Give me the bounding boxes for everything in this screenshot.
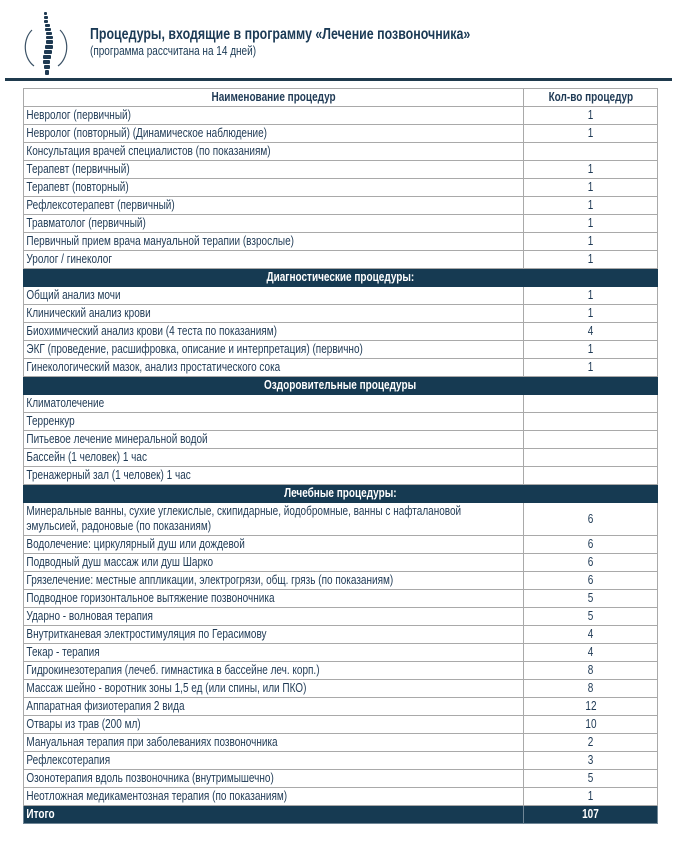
spine-logo-icon bbox=[22, 8, 70, 78]
table-row bbox=[24, 770, 658, 788]
procedure-name: Первичный прием врача мануальной терапии (взрослые) bbox=[26, 234, 295, 248]
procedure-name: Водолечение: циркулярный душ или дождевой bbox=[26, 537, 245, 551]
procedure-qty-cell bbox=[524, 572, 658, 590]
table-row bbox=[24, 107, 658, 125]
procedure-name: Ударно - волновая терапия bbox=[26, 609, 153, 623]
procedure-qty-cell bbox=[524, 626, 658, 644]
procedure-qty: 4 bbox=[587, 645, 594, 659]
procedure-name: Климатолечение bbox=[26, 396, 105, 410]
procedure-qty: 1 bbox=[587, 198, 594, 212]
table-row bbox=[24, 644, 658, 662]
page-title: Процедуры, входящие в программу «Лечение позвоночника» bbox=[90, 26, 471, 43]
procedure-name: Отвары из трав (200 мл) bbox=[26, 717, 141, 731]
procedure-qty: 12 bbox=[584, 699, 597, 713]
procedure-name: Клинический анализ крови bbox=[26, 306, 151, 320]
table-row bbox=[24, 125, 658, 143]
table-row bbox=[24, 287, 658, 305]
table-row bbox=[24, 752, 658, 770]
procedure-qty-cell bbox=[524, 359, 658, 377]
table-row bbox=[24, 305, 658, 323]
section-title: Оздоровительные процедуры bbox=[24, 377, 658, 395]
procedure-qty-cell bbox=[524, 734, 658, 752]
procedure-name-cell bbox=[24, 215, 524, 233]
table-row bbox=[24, 680, 658, 698]
procedure-name-cell bbox=[24, 788, 524, 806]
procedure-qty: 1 bbox=[587, 162, 594, 176]
procedure-name-cell bbox=[24, 395, 524, 413]
procedure-qty-cell bbox=[524, 662, 658, 680]
procedure-qty-cell bbox=[524, 752, 658, 770]
procedure-qty-cell bbox=[524, 197, 658, 215]
procedure-qty: 1 bbox=[587, 180, 594, 194]
procedure-name-cell bbox=[24, 680, 524, 698]
procedure-name: Текар - терапия bbox=[26, 645, 100, 659]
table-row bbox=[24, 626, 658, 644]
procedure-name: Подводный душ массаж или душ Шарко bbox=[26, 555, 214, 569]
procedure-name: Грязелечение: местные аппликации, электрогрязи, общ. грязь (по показаниям) bbox=[26, 573, 394, 587]
procedure-name: Терапевт (первичный) bbox=[26, 162, 130, 176]
procedure-name-cell bbox=[24, 467, 524, 485]
column-header-qty: Кол-во процедур bbox=[524, 89, 658, 107]
procedure-name: Тренажерный зал (1 человек) 1 час bbox=[26, 468, 191, 482]
procedure-name: Терапевт (повторный) bbox=[26, 180, 129, 194]
procedure-name-cell bbox=[24, 197, 524, 215]
table-row bbox=[24, 572, 658, 590]
procedure-qty-cell bbox=[524, 341, 658, 359]
procedure-qty-cell bbox=[524, 215, 658, 233]
table-row bbox=[24, 788, 658, 806]
table-row bbox=[24, 536, 658, 554]
procedure-name-cell bbox=[24, 770, 524, 788]
procedure-name-cell bbox=[24, 359, 524, 377]
procedure-qty-cell bbox=[524, 698, 658, 716]
procedure-name: Питьевое лечение минеральной водой bbox=[26, 432, 208, 446]
procedure-qty: 8 bbox=[587, 663, 594, 677]
page-header bbox=[90, 26, 565, 58]
procedure-qty: 5 bbox=[587, 591, 594, 605]
procedure-name: Озонотерапия вдоль позвоночника (внутримышечно) bbox=[26, 771, 274, 785]
procedure-name: Консультация врачей специалистов (по показаниям) bbox=[26, 144, 271, 158]
table-row bbox=[24, 467, 658, 485]
table-row bbox=[24, 179, 658, 197]
table-row bbox=[24, 197, 658, 215]
procedure-qty: 1 bbox=[587, 306, 594, 320]
procedure-qty: 8 bbox=[587, 681, 594, 695]
procedure-name-cell bbox=[24, 305, 524, 323]
procedure-name-cell bbox=[24, 572, 524, 590]
procedure-qty-cell bbox=[524, 233, 658, 251]
procedure-name-cell bbox=[24, 590, 524, 608]
procedure-qty-cell bbox=[524, 125, 658, 143]
procedure-name: Неотложная медикаментозная терапия (по показаниям) bbox=[26, 789, 288, 803]
procedure-name-cell bbox=[24, 431, 524, 449]
procedure-name-cell bbox=[24, 287, 524, 305]
table-row bbox=[24, 143, 658, 161]
procedure-qty-cell bbox=[524, 554, 658, 572]
procedure-qty-cell bbox=[524, 413, 658, 431]
procedure-name: Аппаратная физиотерапия 2 вида bbox=[26, 699, 185, 713]
procedure-qty-cell bbox=[524, 251, 658, 269]
procedure-qty-cell bbox=[524, 179, 658, 197]
procedure-name: Гинекологический мазок, анализ простатического сока bbox=[26, 360, 281, 374]
table-row bbox=[24, 395, 658, 413]
procedure-name: ЭКГ (проведение, расшифровка, описание и интерпретация) (первично) bbox=[26, 342, 363, 356]
procedure-name-cell bbox=[24, 716, 524, 734]
procedure-name: Бассейн (1 человек) 1 час bbox=[26, 450, 147, 464]
table-row bbox=[24, 608, 658, 626]
procedure-qty: 6 bbox=[587, 573, 594, 587]
procedure-qty: 1 bbox=[587, 342, 594, 356]
procedure-qty: 1 bbox=[587, 360, 594, 374]
procedure-name-cell bbox=[24, 536, 524, 554]
procedure-name-cell bbox=[24, 608, 524, 626]
procedure-name: Уролог / гинеколог bbox=[26, 252, 113, 266]
table-row bbox=[24, 431, 658, 449]
procedure-name-cell bbox=[24, 179, 524, 197]
total-qty: 107 bbox=[524, 806, 658, 824]
section-header-row bbox=[24, 485, 658, 503]
section-header-row bbox=[24, 269, 658, 287]
procedure-qty-cell bbox=[524, 305, 658, 323]
procedure-qty: 6 bbox=[587, 537, 594, 551]
procedure-name-cell bbox=[24, 161, 524, 179]
procedure-name-cell bbox=[24, 413, 524, 431]
procedure-qty: 1 bbox=[587, 252, 594, 266]
table-row bbox=[24, 716, 658, 734]
procedure-name-cell bbox=[24, 644, 524, 662]
table-row bbox=[24, 161, 658, 179]
procedure-name: Общий анализ мочи bbox=[26, 288, 121, 302]
procedure-qty-cell bbox=[524, 608, 658, 626]
procedure-qty: 4 bbox=[587, 324, 594, 338]
section-title: Диагностические процедуры: bbox=[24, 269, 658, 287]
procedure-name: Минеральные ванны, сухие углекислые, скипидарные, йодобромные, ванны с нафталановой эмульсией, радоновые (по показаниям) bbox=[26, 504, 462, 533]
procedure-qty: 1 bbox=[587, 216, 594, 230]
procedure-name-cell bbox=[24, 554, 524, 572]
procedure-qty-cell bbox=[524, 143, 658, 161]
procedure-qty: 4 bbox=[587, 627, 594, 641]
procedure-name: Травматолог (первичный) bbox=[26, 216, 146, 230]
procedure-name-cell bbox=[24, 662, 524, 680]
procedure-name: Подводное горизонтальное вытяжение позвоночника bbox=[26, 591, 275, 605]
table-row bbox=[24, 449, 658, 467]
procedure-qty-cell bbox=[524, 503, 658, 536]
procedure-qty: 5 bbox=[587, 609, 594, 623]
table-row bbox=[24, 359, 658, 377]
procedure-qty: 3 bbox=[587, 753, 594, 767]
procedure-name-cell bbox=[24, 323, 524, 341]
procedure-qty-cell bbox=[524, 680, 658, 698]
section-header-row bbox=[24, 377, 658, 395]
procedure-qty: 6 bbox=[587, 555, 594, 569]
procedure-qty-cell bbox=[524, 287, 658, 305]
total-row bbox=[24, 806, 658, 824]
procedure-name: Массаж шейно - воротник зоны 1,5 ед (или спины, или ПКО) bbox=[26, 681, 307, 695]
procedure-qty-cell bbox=[524, 467, 658, 485]
table-row bbox=[24, 554, 658, 572]
procedure-name-cell bbox=[24, 125, 524, 143]
procedure-name-cell bbox=[24, 341, 524, 359]
procedure-name-cell bbox=[24, 503, 524, 536]
table-row bbox=[24, 233, 658, 251]
procedure-qty-cell bbox=[524, 161, 658, 179]
header-divider bbox=[5, 78, 672, 81]
table-row bbox=[24, 734, 658, 752]
procedure-qty: 1 bbox=[587, 234, 594, 248]
procedure-qty-cell bbox=[524, 716, 658, 734]
procedure-name: Рефлексотерапевт (первичный) bbox=[26, 198, 175, 212]
section-title: Лечебные процедуры: bbox=[24, 485, 658, 503]
table-row bbox=[24, 662, 658, 680]
procedure-name-cell bbox=[24, 752, 524, 770]
procedure-name-cell bbox=[24, 107, 524, 125]
table-header-row bbox=[24, 89, 658, 107]
procedure-qty: 5 bbox=[587, 771, 594, 785]
procedure-qty: 1 bbox=[587, 789, 594, 803]
procedure-qty: 1 bbox=[587, 126, 594, 140]
table-row bbox=[24, 413, 658, 431]
procedure-qty: 6 bbox=[587, 511, 594, 526]
table-row bbox=[24, 251, 658, 269]
procedure-name: Терренкур bbox=[26, 414, 75, 428]
procedure-name-cell bbox=[24, 143, 524, 161]
table-row bbox=[24, 590, 658, 608]
procedure-name-cell bbox=[24, 734, 524, 752]
procedure-name: Мануальная терапия при заболеваниях позвоночника bbox=[26, 735, 278, 749]
procedure-name-cell bbox=[24, 251, 524, 269]
procedure-name: Невролог (первичный) bbox=[26, 108, 131, 122]
procedure-qty: 1 bbox=[587, 108, 594, 122]
table-row bbox=[24, 323, 658, 341]
procedure-qty-cell bbox=[524, 431, 658, 449]
procedure-name-cell bbox=[24, 698, 524, 716]
table-row bbox=[24, 215, 658, 233]
procedures-table bbox=[23, 88, 658, 824]
procedure-name-cell bbox=[24, 449, 524, 467]
procedure-name: Рефлексотерапия bbox=[26, 753, 111, 767]
procedure-qty: 1 bbox=[587, 288, 594, 302]
table-row bbox=[24, 698, 658, 716]
procedure-qty-cell bbox=[524, 788, 658, 806]
procedure-qty-cell bbox=[524, 395, 658, 413]
table-row bbox=[24, 341, 658, 359]
total-label: Итого bbox=[24, 806, 524, 824]
procedure-qty: 2 bbox=[587, 735, 594, 749]
procedure-name: Внутритканевая электростимуляция по Герасимову bbox=[26, 627, 267, 641]
procedure-qty-cell bbox=[524, 644, 658, 662]
procedure-name-cell bbox=[24, 233, 524, 251]
procedure-qty-cell bbox=[524, 536, 658, 554]
procedure-qty-cell bbox=[524, 590, 658, 608]
procedure-name: Гидрокинезотерапия (лечеб. гимнастика в бассейне леч. корп.) bbox=[26, 663, 320, 677]
page-subtitle: (программа рассчитана на 14 дней) bbox=[90, 44, 257, 58]
table-row bbox=[24, 503, 658, 536]
procedure-qty-cell bbox=[524, 770, 658, 788]
procedure-name: Биохимический анализ крови (4 теста по показаниям) bbox=[26, 324, 277, 338]
procedure-name: Невролог (повторный) (Динамическое наблюдение) bbox=[26, 126, 268, 140]
procedure-qty-cell bbox=[524, 449, 658, 467]
column-header-name: Наименование процедур bbox=[24, 89, 524, 107]
procedure-qty-cell bbox=[524, 323, 658, 341]
procedure-qty: 10 bbox=[584, 717, 597, 731]
procedure-qty-cell bbox=[524, 107, 658, 125]
procedure-name-cell bbox=[24, 626, 524, 644]
